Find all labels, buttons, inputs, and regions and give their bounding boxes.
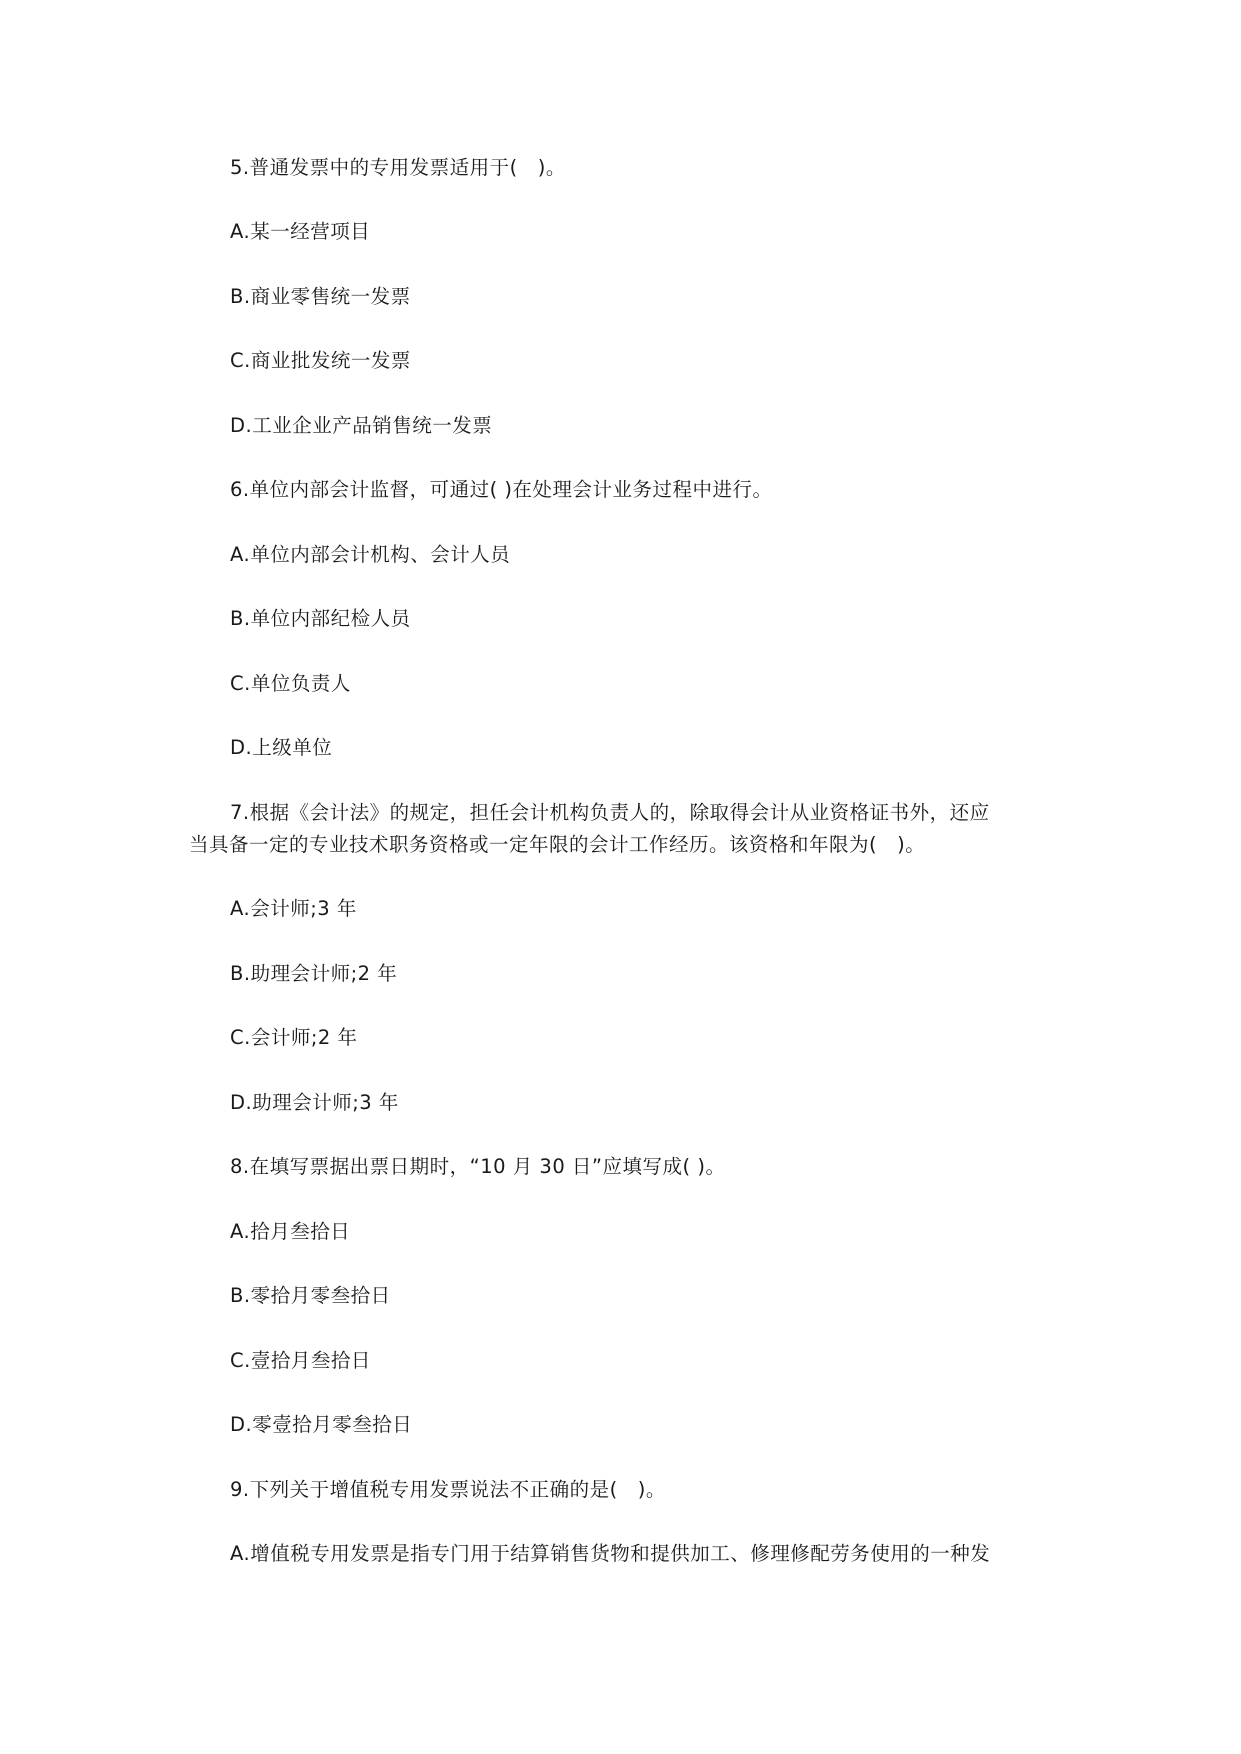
question-5-option-b: B.商业零售统一发票 [230,285,411,308]
question-8-option-c: C.壹拾月叁拾日 [230,1349,371,1372]
question-7-option-c: C.会计师;2 年 [230,1026,358,1049]
question-6-option-b: B.单位内部纪检人员 [230,607,411,630]
question-8-option-a: A.拾月叁拾日 [230,1220,351,1243]
question-5-option-d: D.工业企业产品销售统一发票 [230,414,493,437]
question-6-stem: 6.单位内部会计监督，可通过( )在处理会计业务过程中进行。 [230,478,773,501]
question-7-stem-line-1: 7.根据《会计法》的规定，担任会计机构负责人的，除取得会计从业资格证书外，还应 [230,801,990,824]
question-6-option-c: C.单位负责人 [230,672,351,695]
question-7-option-a: A.会计师;3 年 [230,897,357,920]
question-8-option-d: D.零壹拾月零叁拾日 [230,1413,413,1436]
question-5-option-c: C.商业批发统一发票 [230,349,411,372]
question-7-stem-line-2: 当具备一定的专业技术职务资格或一定年限的会计工作经历。该资格和年限为( )。 [189,833,926,856]
question-9-stem: 9.下列关于增值税专用发票说法不正确的是( )。 [230,1478,666,1501]
question-5-option-a: A.某一经营项目 [230,220,371,243]
question-7-option-d: D.助理会计师;3 年 [230,1091,399,1114]
question-8-stem: 8.在填写票据出票日期时，“10 月 30 日”应填写成( )。 [230,1155,726,1178]
question-5-stem: 5.普通发票中的专用发票适用于( )。 [230,156,566,179]
question-7-option-b: B.助理会计师;2 年 [230,962,398,985]
question-8-option-b: B.零拾月零叁拾日 [230,1284,391,1307]
question-6-option-a: A.单位内部会计机构、会计人员 [230,543,511,566]
question-9-option-a: A.增值税专用发票是指专门用于结算销售货物和提供加工、修理修配劳务使用的一种发 [230,1542,991,1565]
question-6-option-d: D.上级单位 [230,736,333,759]
